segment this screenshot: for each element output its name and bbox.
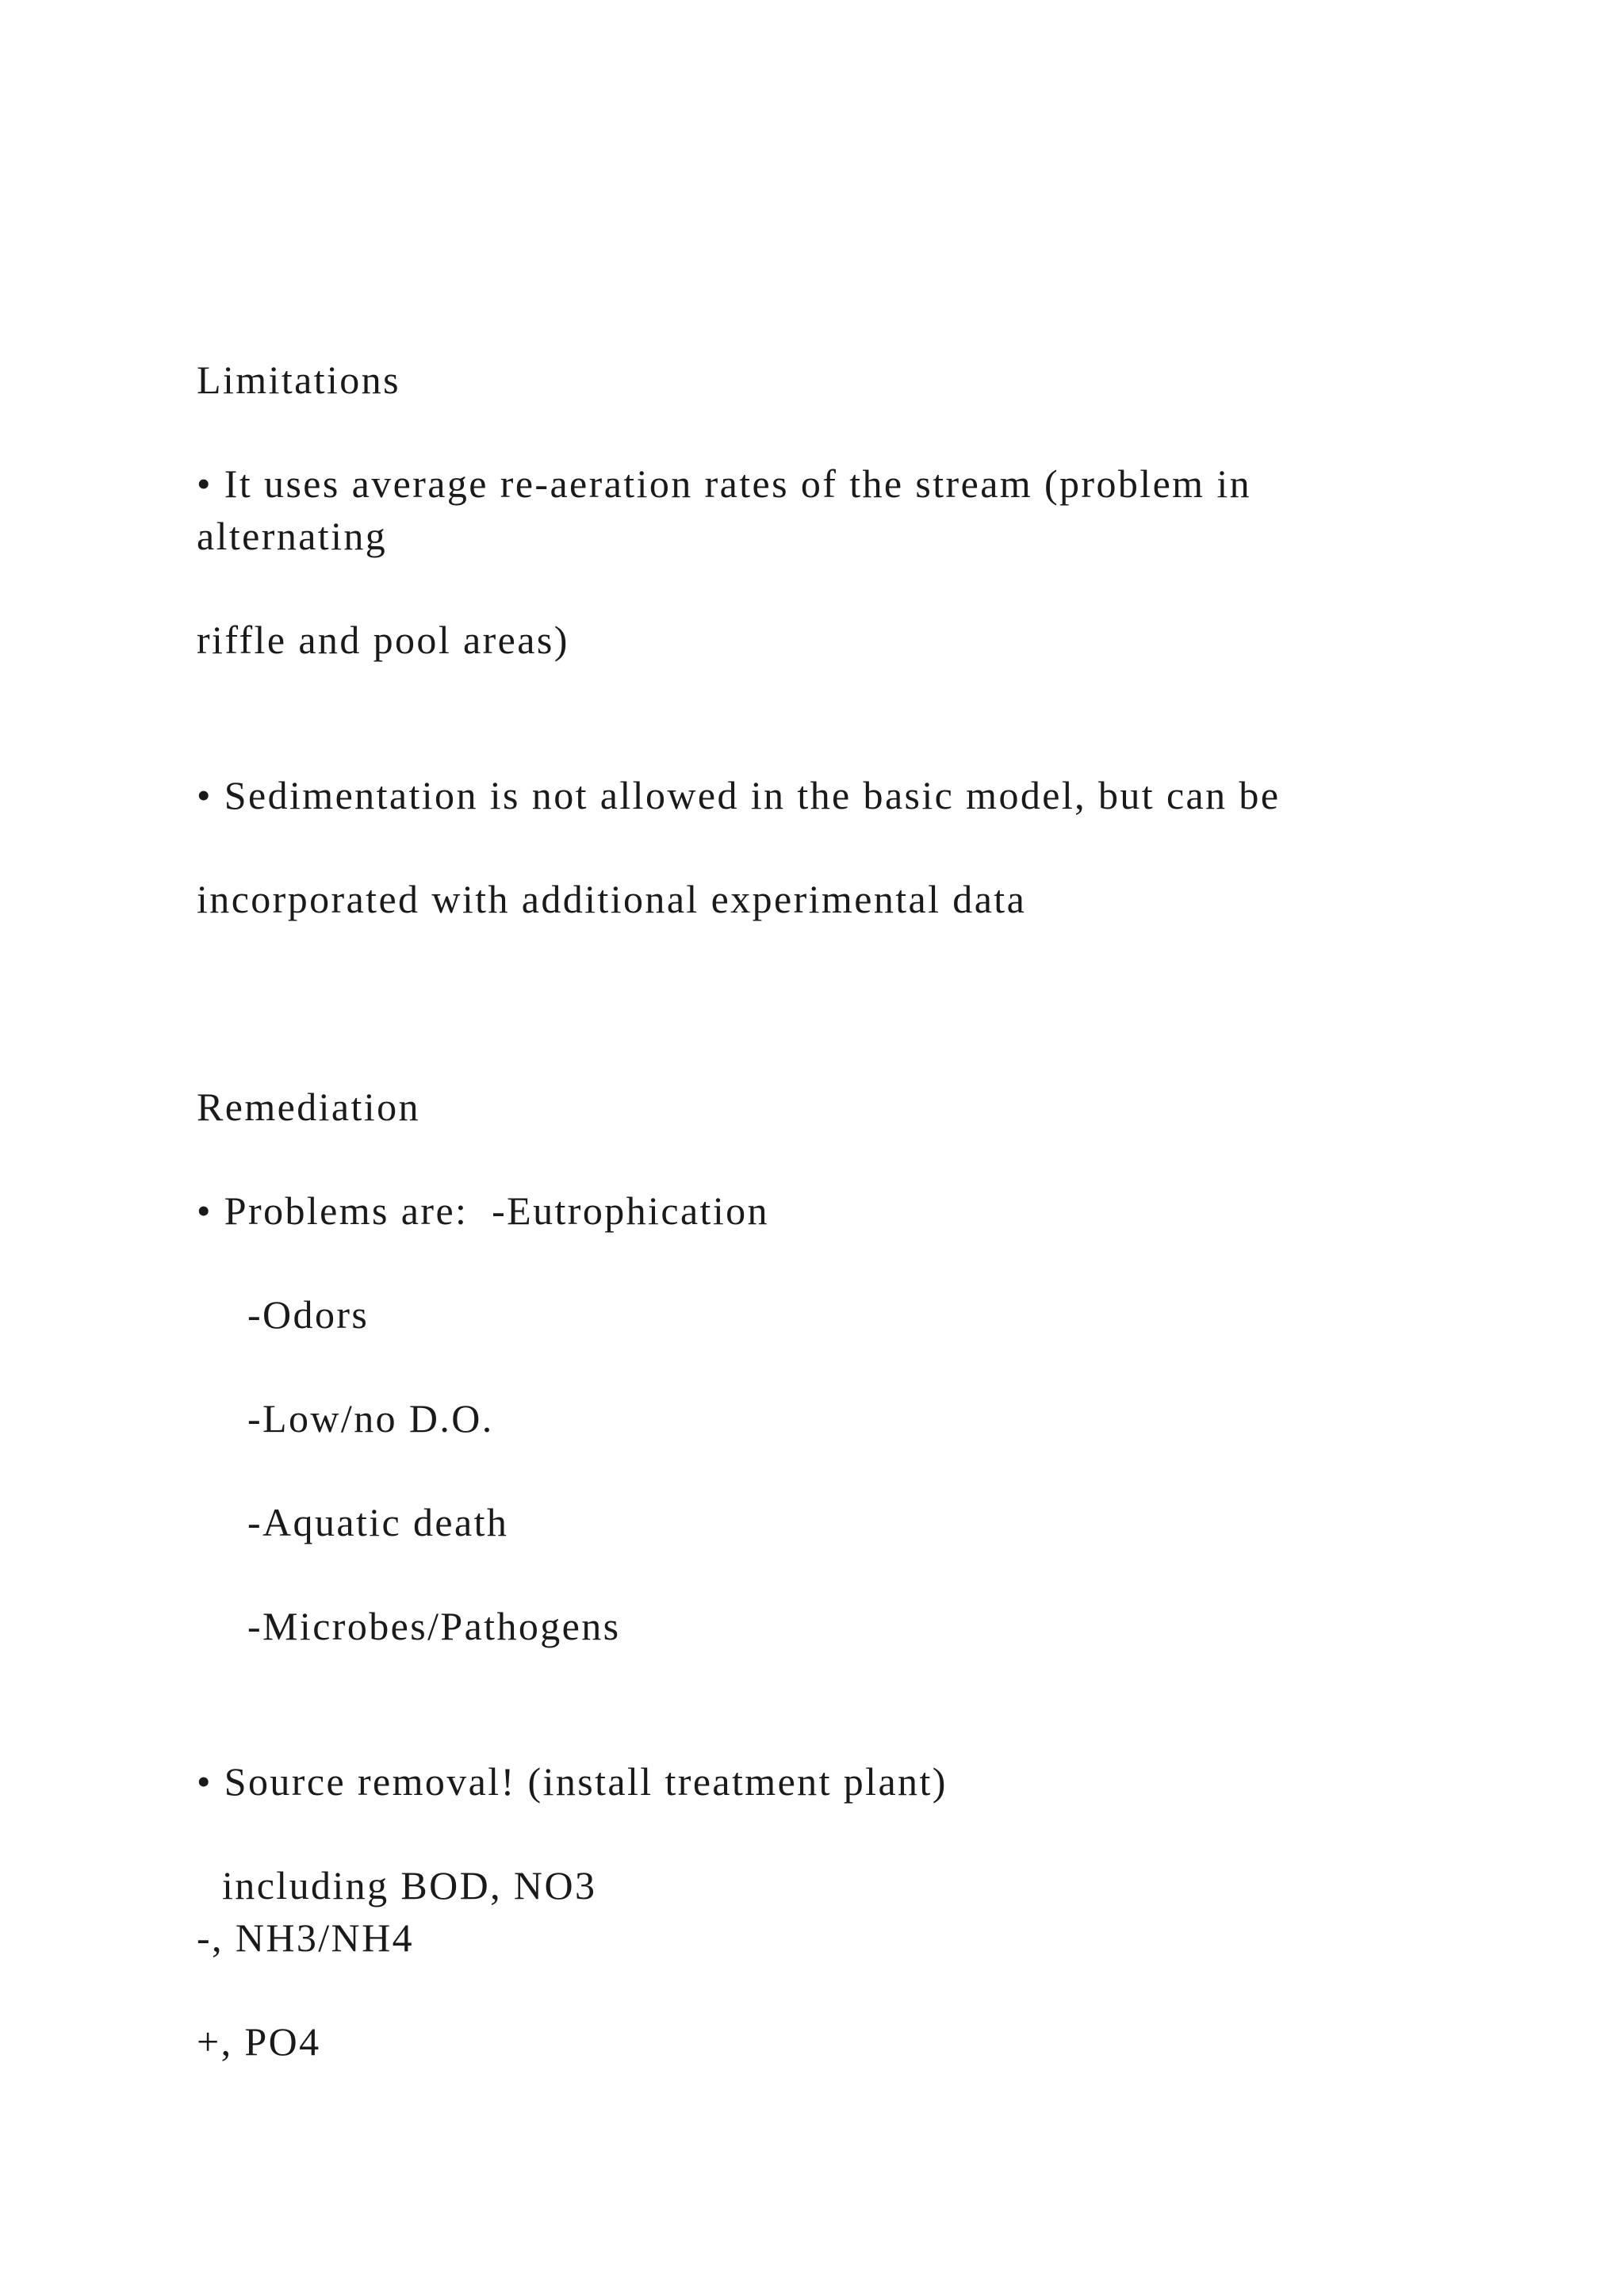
limitation-bullet-reaeration-cont2: riffle and pool areas) (197, 618, 569, 662)
limitation-bullet-sedimentation: • Sedimentation is not allowed in the basic model, but can be (197, 773, 1281, 817)
remediation-po4-line: +, PO4 (197, 2019, 321, 2064)
remediation-heading: Remediation (197, 1085, 420, 1129)
remediation-including-line: including BOD, NO3 (222, 1863, 597, 1908)
limitations-heading: Limitations (197, 358, 400, 402)
remediation-problems-line: • Problems are: -Eutrophication (197, 1188, 769, 1233)
limitation-bullet-sedimentation-cont: incorporated with additional experimental data (197, 877, 1027, 921)
problem-item-aquatic-death: -Aquatic death (247, 1500, 509, 1544)
problem-item-microbes: -Microbes/Pathogens (247, 1604, 621, 1648)
problem-item-low-do: -Low/no D.O. (247, 1396, 494, 1441)
remediation-source-removal: • Source removal! (install treatment plant) (197, 1759, 948, 1804)
problem-item-odors: -Odors (247, 1292, 370, 1337)
remediation-nh-line: -, NH3/NH4 (197, 1915, 414, 1960)
limitation-bullet-reaeration-cont: alternating (197, 514, 388, 558)
limitation-bullet-reaeration: • It uses average re-aeration rates of the stream (problem in (197, 461, 1252, 506)
